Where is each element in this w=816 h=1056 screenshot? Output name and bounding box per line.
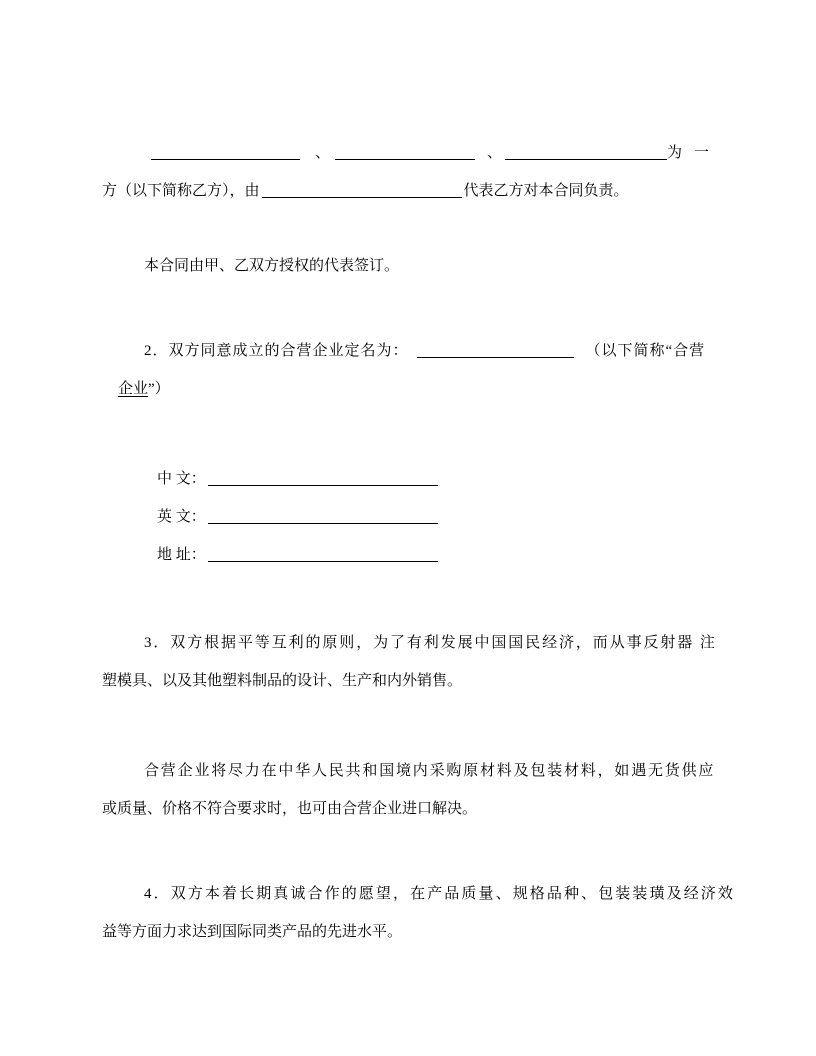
field-line-address <box>102 536 715 574</box>
text-line <box>102 332 715 370</box>
text-segment-underlined: 企业 <box>118 381 149 397</box>
text-line <box>102 247 715 285</box>
field-line-chinese-name <box>102 460 715 498</box>
blank-underline-field <box>208 546 438 562</box>
text-segment: 本合同由甲、乙双方授权的代表签订。 <box>144 258 400 274</box>
text-segment: 为 <box>667 145 683 161</box>
field-label: 中 文： <box>157 471 206 487</box>
text-segment: 益等方面力求达到国际同类产品的先进水平。 <box>102 924 403 940</box>
blank-underline-field <box>208 508 438 524</box>
blank-underline-field <box>335 144 475 160</box>
text-line <box>102 662 715 700</box>
text-segment: （以下简称“合营 <box>585 343 706 359</box>
text-line <box>102 172 715 210</box>
paragraph-clause-4 <box>102 875 736 951</box>
text-segment: ”） <box>148 381 170 397</box>
blank-underline-field <box>417 342 574 358</box>
text-line <box>102 752 715 790</box>
text-segment: 3．双方根据平等互利的原则，为了有利发展中国国民经济，而从事反射器 注 <box>144 635 717 651</box>
text-line <box>102 134 715 172</box>
blank-underline-field <box>262 182 462 198</box>
text-line <box>102 913 715 951</box>
field-label: 地 址： <box>157 547 206 563</box>
text-line <box>102 790 715 828</box>
blank-underline-field <box>505 144 667 160</box>
text-line <box>102 875 736 913</box>
paragraph-clause-2 <box>102 332 715 408</box>
paragraph-materials-procurement <box>102 752 715 828</box>
text-segment: 合营企业将尽力在中华人民共和国境内采购原材料及包装材料，如遇无货供应 <box>144 763 716 779</box>
text-line <box>102 624 715 662</box>
text-segment: 2．双方同意成立的合营企业定名为： <box>144 343 409 359</box>
text-line <box>102 370 715 408</box>
text-segment: 、 <box>487 145 503 161</box>
blank-underline-field <box>208 470 438 486</box>
paragraph-name-fields <box>102 460 715 574</box>
text-segment: 代表乙方对本合同负责。 <box>463 183 629 199</box>
text-segment: 4．双方本着长期真诚合作的愿望，在产品质量、规格品种、包装装璜及经济效 <box>144 886 736 902</box>
paragraph-signing-statement <box>102 247 715 285</box>
text-segment: 一 <box>694 145 710 161</box>
text-segment: 、 <box>315 145 331 161</box>
paragraph-party-b-definition <box>102 134 715 210</box>
field-line-english-name <box>102 498 715 536</box>
text-segment: 塑模具、以及其他塑料制品的设计、生产和内外销售。 <box>102 673 463 689</box>
text-segment: 或质量、价格不符合要求时，也可由合营企业进口解决。 <box>102 801 478 817</box>
paragraph-clause-3 <box>102 624 715 700</box>
text-segment: 方（以下简称乙方），由 <box>102 183 260 199</box>
blank-underline-field <box>151 144 300 160</box>
field-label: 英 文： <box>157 509 206 525</box>
